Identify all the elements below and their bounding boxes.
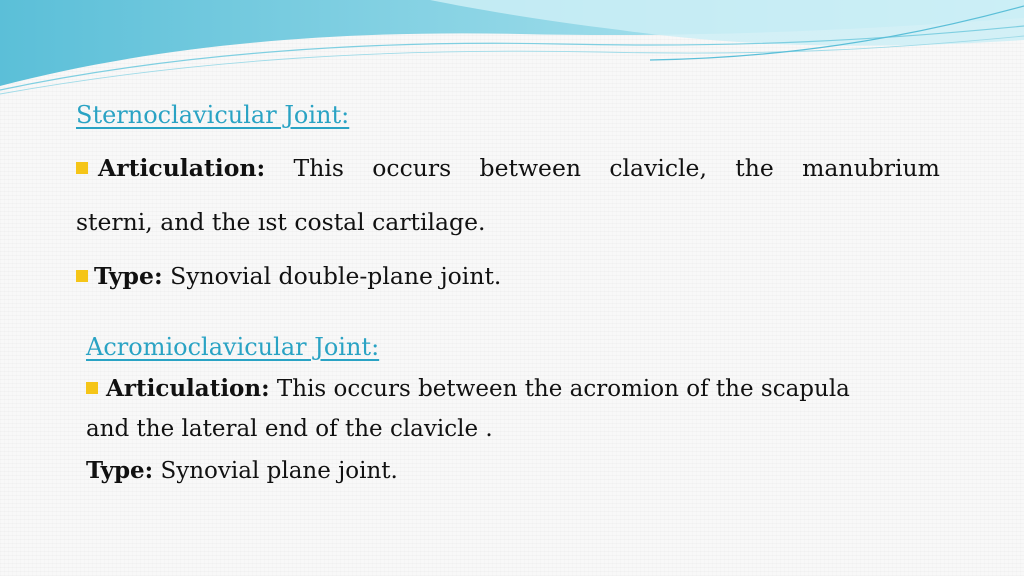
acromioclavicular-articulation-line2: and the lateral end of the clavicle . bbox=[86, 416, 493, 442]
articulation-lead bbox=[76, 154, 265, 182]
type-label: Type: bbox=[86, 457, 154, 484]
header-wave-decoration bbox=[0, 0, 1024, 100]
bullet-square-icon bbox=[76, 162, 88, 174]
articulation-word: occurs bbox=[372, 154, 452, 182]
articulation-word: manubrium bbox=[802, 154, 940, 182]
bullet-square-icon bbox=[86, 382, 98, 394]
articulation-word: the bbox=[735, 154, 774, 182]
type-label: Type: bbox=[94, 262, 163, 290]
acromioclavicular-articulation-line1 bbox=[86, 375, 850, 402]
type-text: Synovial plane joint. bbox=[160, 458, 398, 484]
articulation-word: between bbox=[479, 154, 582, 182]
sternoclavicular-articulation-line2: sterni, and the ıst costal cartilage. bbox=[76, 208, 486, 236]
sternoclavicular-heading: Sternoclavicular Joint: bbox=[76, 101, 350, 129]
articulation-text: This occurs between the acromion of the scapula bbox=[276, 376, 850, 402]
sternoclavicular-type bbox=[76, 262, 501, 290]
sternoclavicular-articulation-line1 bbox=[76, 154, 940, 182]
articulation-word: This bbox=[293, 154, 344, 182]
articulation-word: clavicle, bbox=[609, 154, 707, 182]
articulation-label: Articulation: bbox=[106, 375, 270, 402]
acromioclavicular-type bbox=[86, 457, 398, 484]
articulation-label: Articulation: bbox=[98, 154, 266, 182]
acromioclavicular-heading: Acromioclavicular Joint: bbox=[86, 333, 380, 361]
type-text: Synovial double-plane joint. bbox=[170, 262, 502, 290]
bullet-square-icon bbox=[76, 270, 88, 282]
